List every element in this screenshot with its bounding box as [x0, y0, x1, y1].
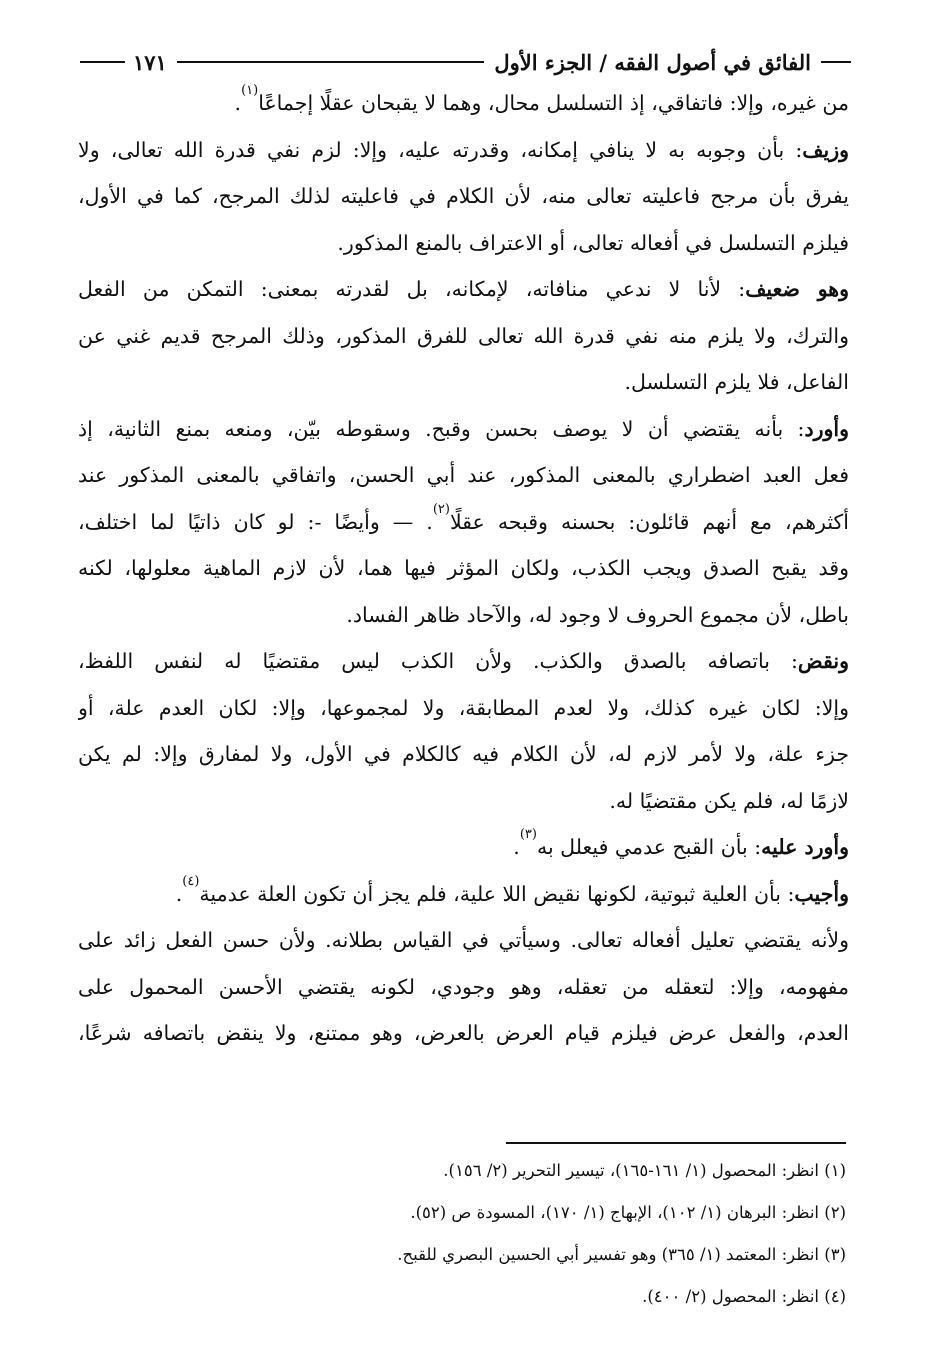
- lead-word: وهو ضعيف: [745, 277, 849, 301]
- lead-word: ونقض: [797, 649, 849, 673]
- line-tail: .: [175, 881, 183, 906]
- line-text: باطل، لأن مجموع الحروف لا وجود له، والآحاد ظاهر الفساد.: [346, 602, 849, 627]
- footnote-ref: (٣): [519, 827, 537, 842]
- line-text: يفرق بأن مرجح فاعليته تعالى منه، لأن الكلام في فاعليته لذلك المرجح، كما في الأول،: [78, 184, 849, 208]
- text-line: [78, 638, 849, 685]
- page-number: ١٧١: [133, 49, 167, 75]
- line-text: والترك، ولا يلزم منه نفي قدرة الله تعالى للفرق المذكور، وذلك المرجح قديم غني عن: [78, 323, 849, 348]
- header-rule: [177, 61, 484, 63]
- line-text: من غيره، وإلا: فاتفاقي، إذ التسلسل محال، وهما لا يقبحان عقلًا إجماعًا: [258, 91, 849, 115]
- text-line: [78, 1010, 849, 1057]
- footnote-item: (١) انظر: المحصول (١/ ١٦١-١٦٥)، تيسير التحرير (٢/ ١٥٦).: [443, 1161, 846, 1180]
- lead-word: وزيف: [802, 137, 849, 162]
- text-line: [78, 824, 849, 871]
- lead-word: وأورد عليه: [761, 835, 849, 859]
- text-line: [78, 592, 849, 639]
- line-text: وأورد عليه: بأن القبح عدمي فيعلل به: [536, 835, 849, 859]
- text-line: [78, 545, 849, 592]
- text-line: [78, 220, 849, 267]
- footnote-ref: (٤): [182, 873, 200, 889]
- header-dash-left: [80, 61, 125, 63]
- text-line: [78, 685, 849, 732]
- text-line: [78, 917, 849, 964]
- header-dash-right: [821, 61, 851, 63]
- text-line: [78, 731, 849, 778]
- line-tail: . — وأيضًا -: لو كان ذاتيًا لما اختلف،: [78, 509, 433, 534]
- header-title: الفائق في أصول الفقه / الجزء الأول: [494, 49, 811, 75]
- line-text: فعل العبد اضطراري بالمعنى المذكور، عند أبي الحسن، واتفاقي بالمعنى المذكور عند: [78, 463, 849, 487]
- lead-word: وأورد: [804, 416, 849, 441]
- line-text: العدم، والفعل عرض فيلزم قيام العرض بالعرض، وهو ممتنع، ولا ينقض باتصافه شرعًا،: [78, 1021, 849, 1045]
- line-text: ولأنه يقتضي تعليل أفعاله تعالى. وسيأتي في القياس بطلانه. ولأن حسن الفعل زائد على: [78, 928, 849, 952]
- text-line: [78, 359, 849, 406]
- line-text: جزء علة، ولا لأمر لازم له، لأن الكلام فيه كالكلام في الأول، ولا لمفارق وإلا: لم يكن: [78, 742, 849, 766]
- text-line: [78, 173, 849, 220]
- text-line: [78, 266, 849, 313]
- line-text: لازمًا له، فلم يكن مقتضيًا له.: [609, 788, 849, 813]
- text-line: [78, 313, 849, 360]
- text-line: [78, 406, 849, 453]
- line-text: ونقض: باتصافه بالصدق والكذب. ولأن الكذب ليس مقتضيًا له لنفس اللفظ،: [78, 649, 849, 673]
- text-line: [78, 452, 849, 499]
- line-text: وقد يقبح الصدق ويجب الكذب، ولكان المؤثر فيها هما، لأن لازم الماهية معلولها، لكنه: [78, 556, 849, 580]
- line-text: وأورد: بأنه يقتضي أن لا يوصف بحسن وقبح. وسقوطه بيّن، ومنعه بمنع الثانية، إذ: [78, 416, 849, 441]
- main-text: [78, 80, 849, 1057]
- text-line: [78, 964, 849, 1011]
- line-text: وأجيب: بأن العلية ثبوتية، لكونها نقيض اللا علية، فلم يجز أن تكون العلة عدمية: [199, 881, 849, 906]
- text-line: [78, 778, 849, 825]
- footnote-item: (٢) انظر: البرهان (١/ ١٠٢)، الإبهاج (١/ ١٧٠)، المسودة ص (٥٢).: [410, 1203, 846, 1222]
- line-text: أكثرهم، مع أنهم قائلون: بحسنه وقبحه عقلًا: [449, 509, 849, 534]
- line-text: وزيف: بأن وجوبه به لا ينافي إمكانه، وقدرته عليه، وإلا: لزم نفي قدرة الله تعالى، ولا: [78, 137, 849, 162]
- line-text: فيلزم التسلسل في أفعاله تعالى، أو الاعتراف بالمنع المذكور.: [337, 230, 849, 255]
- running-header: [80, 44, 851, 80]
- line-text: وإلا: لكان غيره كذلك، ولا لعدم المطابقة، ولا لمجموعها، وإلا: لكان العدم علة، أو: [78, 695, 849, 720]
- footnotes: [78, 1150, 846, 1318]
- footnote-ref: (٢): [432, 501, 450, 517]
- line-text: وهو ضعيف: لأنا لا ندعي منافاته، لإمكانه، بل لقدرته بمعنى: التمكن من الفعل: [78, 277, 849, 301]
- text-line: [78, 499, 849, 546]
- lead-word: وأجيب: [794, 881, 849, 906]
- footnote-ref: (١): [241, 83, 259, 98]
- footnote-item: (٤) انظر: المحصول (٢/ ٤٠٠).: [642, 1287, 846, 1306]
- line-text: مفهومه، وإلا: لتعقله من تعقله، وهو وجودي، لكونه يقتضي الأحسن المحمول على: [78, 974, 849, 999]
- footnote-separator: [506, 1142, 846, 1144]
- text-line: [78, 127, 849, 174]
- line-tail: .: [513, 835, 520, 859]
- text-line: [78, 80, 849, 127]
- line-tail: .: [234, 91, 242, 115]
- footnote-item: (٣) انظر: المعتمد (١/ ٣٦٥) وهو تفسير أبي الحسين البصري للقبح.: [397, 1245, 846, 1264]
- text-line: [78, 871, 849, 918]
- line-text: الفاعل، فلا يلزم التسلسل.: [624, 370, 849, 394]
